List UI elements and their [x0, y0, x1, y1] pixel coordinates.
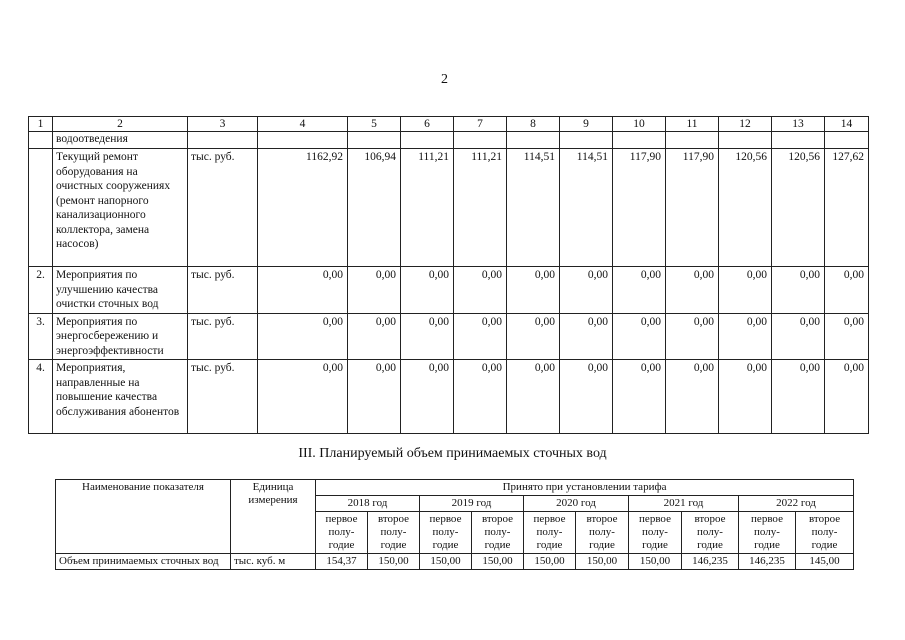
value-cell: 0,00: [825, 313, 869, 360]
continuation-row: [29, 132, 869, 149]
table-row: [29, 313, 869, 360]
year-header: 2018 год: [316, 496, 420, 512]
row-number: 3.: [29, 313, 53, 360]
year-header: 2019 год: [420, 496, 524, 512]
value-cell: 117,90: [666, 149, 719, 267]
value-cell: 114,51: [507, 149, 560, 267]
value-cell: 127,62: [825, 149, 869, 267]
value-cell: 0,00: [613, 313, 666, 360]
value-cell: 0,00: [825, 360, 869, 434]
value-cell: 0,00: [454, 313, 507, 360]
empty-cell: [454, 132, 507, 149]
value-cell: 0,00: [772, 360, 825, 434]
value-cell: 106,94: [348, 149, 401, 267]
empty-cell: [772, 132, 825, 149]
value-cell: 0,00: [560, 313, 613, 360]
header-unit: Единица измерения: [231, 480, 316, 554]
value-cell: 146,235: [739, 554, 796, 570]
header-row: [29, 117, 869, 132]
value-cell: 0,00: [401, 267, 454, 314]
column-number: 6: [401, 117, 454, 132]
value-cell: 150,00: [524, 554, 576, 570]
column-number: 4: [258, 117, 348, 132]
row-number: [29, 132, 53, 149]
value-cell: 0,00: [454, 360, 507, 434]
table-row: [29, 267, 869, 314]
value-cell: 150,00: [576, 554, 629, 570]
half-year-first: первое полу-годие: [524, 512, 576, 554]
column-number: 11: [666, 117, 719, 132]
half-year-second: второе полу-годие: [682, 512, 739, 554]
value-cell: 150,00: [368, 554, 420, 570]
row-name: Объем принимаемых сточных вод: [56, 554, 231, 570]
year-header: 2020 год: [524, 496, 629, 512]
value-cell: 0,00: [401, 360, 454, 434]
value-cell: 111,21: [401, 149, 454, 267]
section-title: III. Планируемый объем принимаемых сточных вод: [298, 446, 607, 461]
value-cell: 0,00: [719, 313, 772, 360]
value-cell: 145,00: [796, 554, 854, 570]
value-cell: 0,00: [772, 313, 825, 360]
value-cell: 120,56: [772, 149, 825, 267]
value-cell: 0,00: [719, 360, 772, 434]
header-indicator-name: Наименование показателя: [56, 480, 231, 554]
value-cell: 114,51: [560, 149, 613, 267]
value-cell: 1162,92: [258, 149, 348, 267]
empty-cell: [188, 132, 258, 149]
value-cell: 0,00: [772, 267, 825, 314]
column-number: 2: [53, 117, 188, 132]
value-cell: 0,00: [560, 267, 613, 314]
row-unit: тыс. куб. м: [231, 554, 316, 570]
row-number: 2.: [29, 267, 53, 314]
half-year-first: первое полу-годие: [629, 512, 682, 554]
half-year-second: второе полу-годие: [576, 512, 629, 554]
header-accepted-at-tariff: Принято при установлении тарифа: [316, 480, 854, 496]
row-name: Мероприятия по энергосбережению и энергоэффективности: [53, 313, 188, 360]
year-header: 2022 год: [739, 496, 854, 512]
empty-cell: [719, 132, 772, 149]
empty-cell: [348, 132, 401, 149]
value-cell: 146,235: [682, 554, 739, 570]
value-cell: 0,00: [719, 267, 772, 314]
half-year-first: первое полу-годие: [739, 512, 796, 554]
row-number: 4.: [29, 360, 53, 434]
wastewater-volume-table: [55, 479, 854, 570]
value-cell: 0,00: [258, 360, 348, 434]
row-unit: тыс. руб.: [188, 267, 258, 314]
row-name: Мероприятия, направленные на повышение качества обслуживания абонентов: [53, 360, 188, 434]
year-header: 2021 год: [629, 496, 739, 512]
value-cell: 0,00: [613, 267, 666, 314]
value-cell: 0,00: [666, 267, 719, 314]
value-cell: 120,56: [719, 149, 772, 267]
value-cell: 0,00: [666, 360, 719, 434]
empty-cell: [258, 132, 348, 149]
page-number: 2: [441, 72, 448, 87]
column-number: 8: [507, 117, 560, 132]
value-cell: 0,00: [258, 313, 348, 360]
column-number: 7: [454, 117, 507, 132]
value-cell: 154,37: [316, 554, 368, 570]
empty-cell: [825, 132, 869, 149]
empty-cell: [507, 132, 560, 149]
value-cell: 0,00: [825, 267, 869, 314]
column-number: 10: [613, 117, 666, 132]
column-number: 14: [825, 117, 869, 132]
row-unit: тыс. руб.: [188, 149, 258, 267]
table-row: [29, 149, 869, 267]
value-cell: 150,00: [472, 554, 524, 570]
value-cell: 0,00: [348, 267, 401, 314]
value-cell: 117,90: [613, 149, 666, 267]
investment-program-table: [28, 116, 869, 434]
continuation-text: водоотведения: [53, 132, 188, 149]
row-unit: тыс. руб.: [188, 360, 258, 434]
value-cell: 0,00: [401, 313, 454, 360]
value-cell: 0,00: [258, 267, 348, 314]
empty-cell: [560, 132, 613, 149]
half-year-second: второе полу-годие: [368, 512, 420, 554]
empty-cell: [613, 132, 666, 149]
value-cell: 0,00: [507, 360, 560, 434]
value-cell: 0,00: [560, 360, 613, 434]
half-year-first: первое полу-годие: [420, 512, 472, 554]
row-unit: тыс. руб.: [188, 313, 258, 360]
value-cell: 0,00: [507, 313, 560, 360]
column-number: 5: [348, 117, 401, 132]
row-number: [29, 149, 53, 267]
value-cell: 0,00: [348, 360, 401, 434]
column-number: 13: [772, 117, 825, 132]
value-cell: 0,00: [454, 267, 507, 314]
column-number: 12: [719, 117, 772, 132]
row-name: Мероприятия по улучшению качества очистки сточных вод: [53, 267, 188, 314]
table-row: [29, 360, 869, 434]
row-name: Текущий ремонт оборудования на очистных сооружениях (ремонт напорного канализационного коллектора, замена насосов): [53, 149, 188, 267]
half-year-first: первое полу-годие: [316, 512, 368, 554]
value-cell: 111,21: [454, 149, 507, 267]
value-cell: 0,00: [507, 267, 560, 314]
column-number: 9: [560, 117, 613, 132]
empty-cell: [666, 132, 719, 149]
empty-cell: [401, 132, 454, 149]
value-cell: 0,00: [613, 360, 666, 434]
value-cell: 150,00: [629, 554, 682, 570]
half-year-second: второе полу-годие: [796, 512, 854, 554]
column-number: 1: [29, 117, 53, 132]
value-cell: 0,00: [348, 313, 401, 360]
value-cell: 0,00: [666, 313, 719, 360]
half-year-second: второе полу-годие: [472, 512, 524, 554]
value-cell: 150,00: [420, 554, 472, 570]
column-number: 3: [188, 117, 258, 132]
